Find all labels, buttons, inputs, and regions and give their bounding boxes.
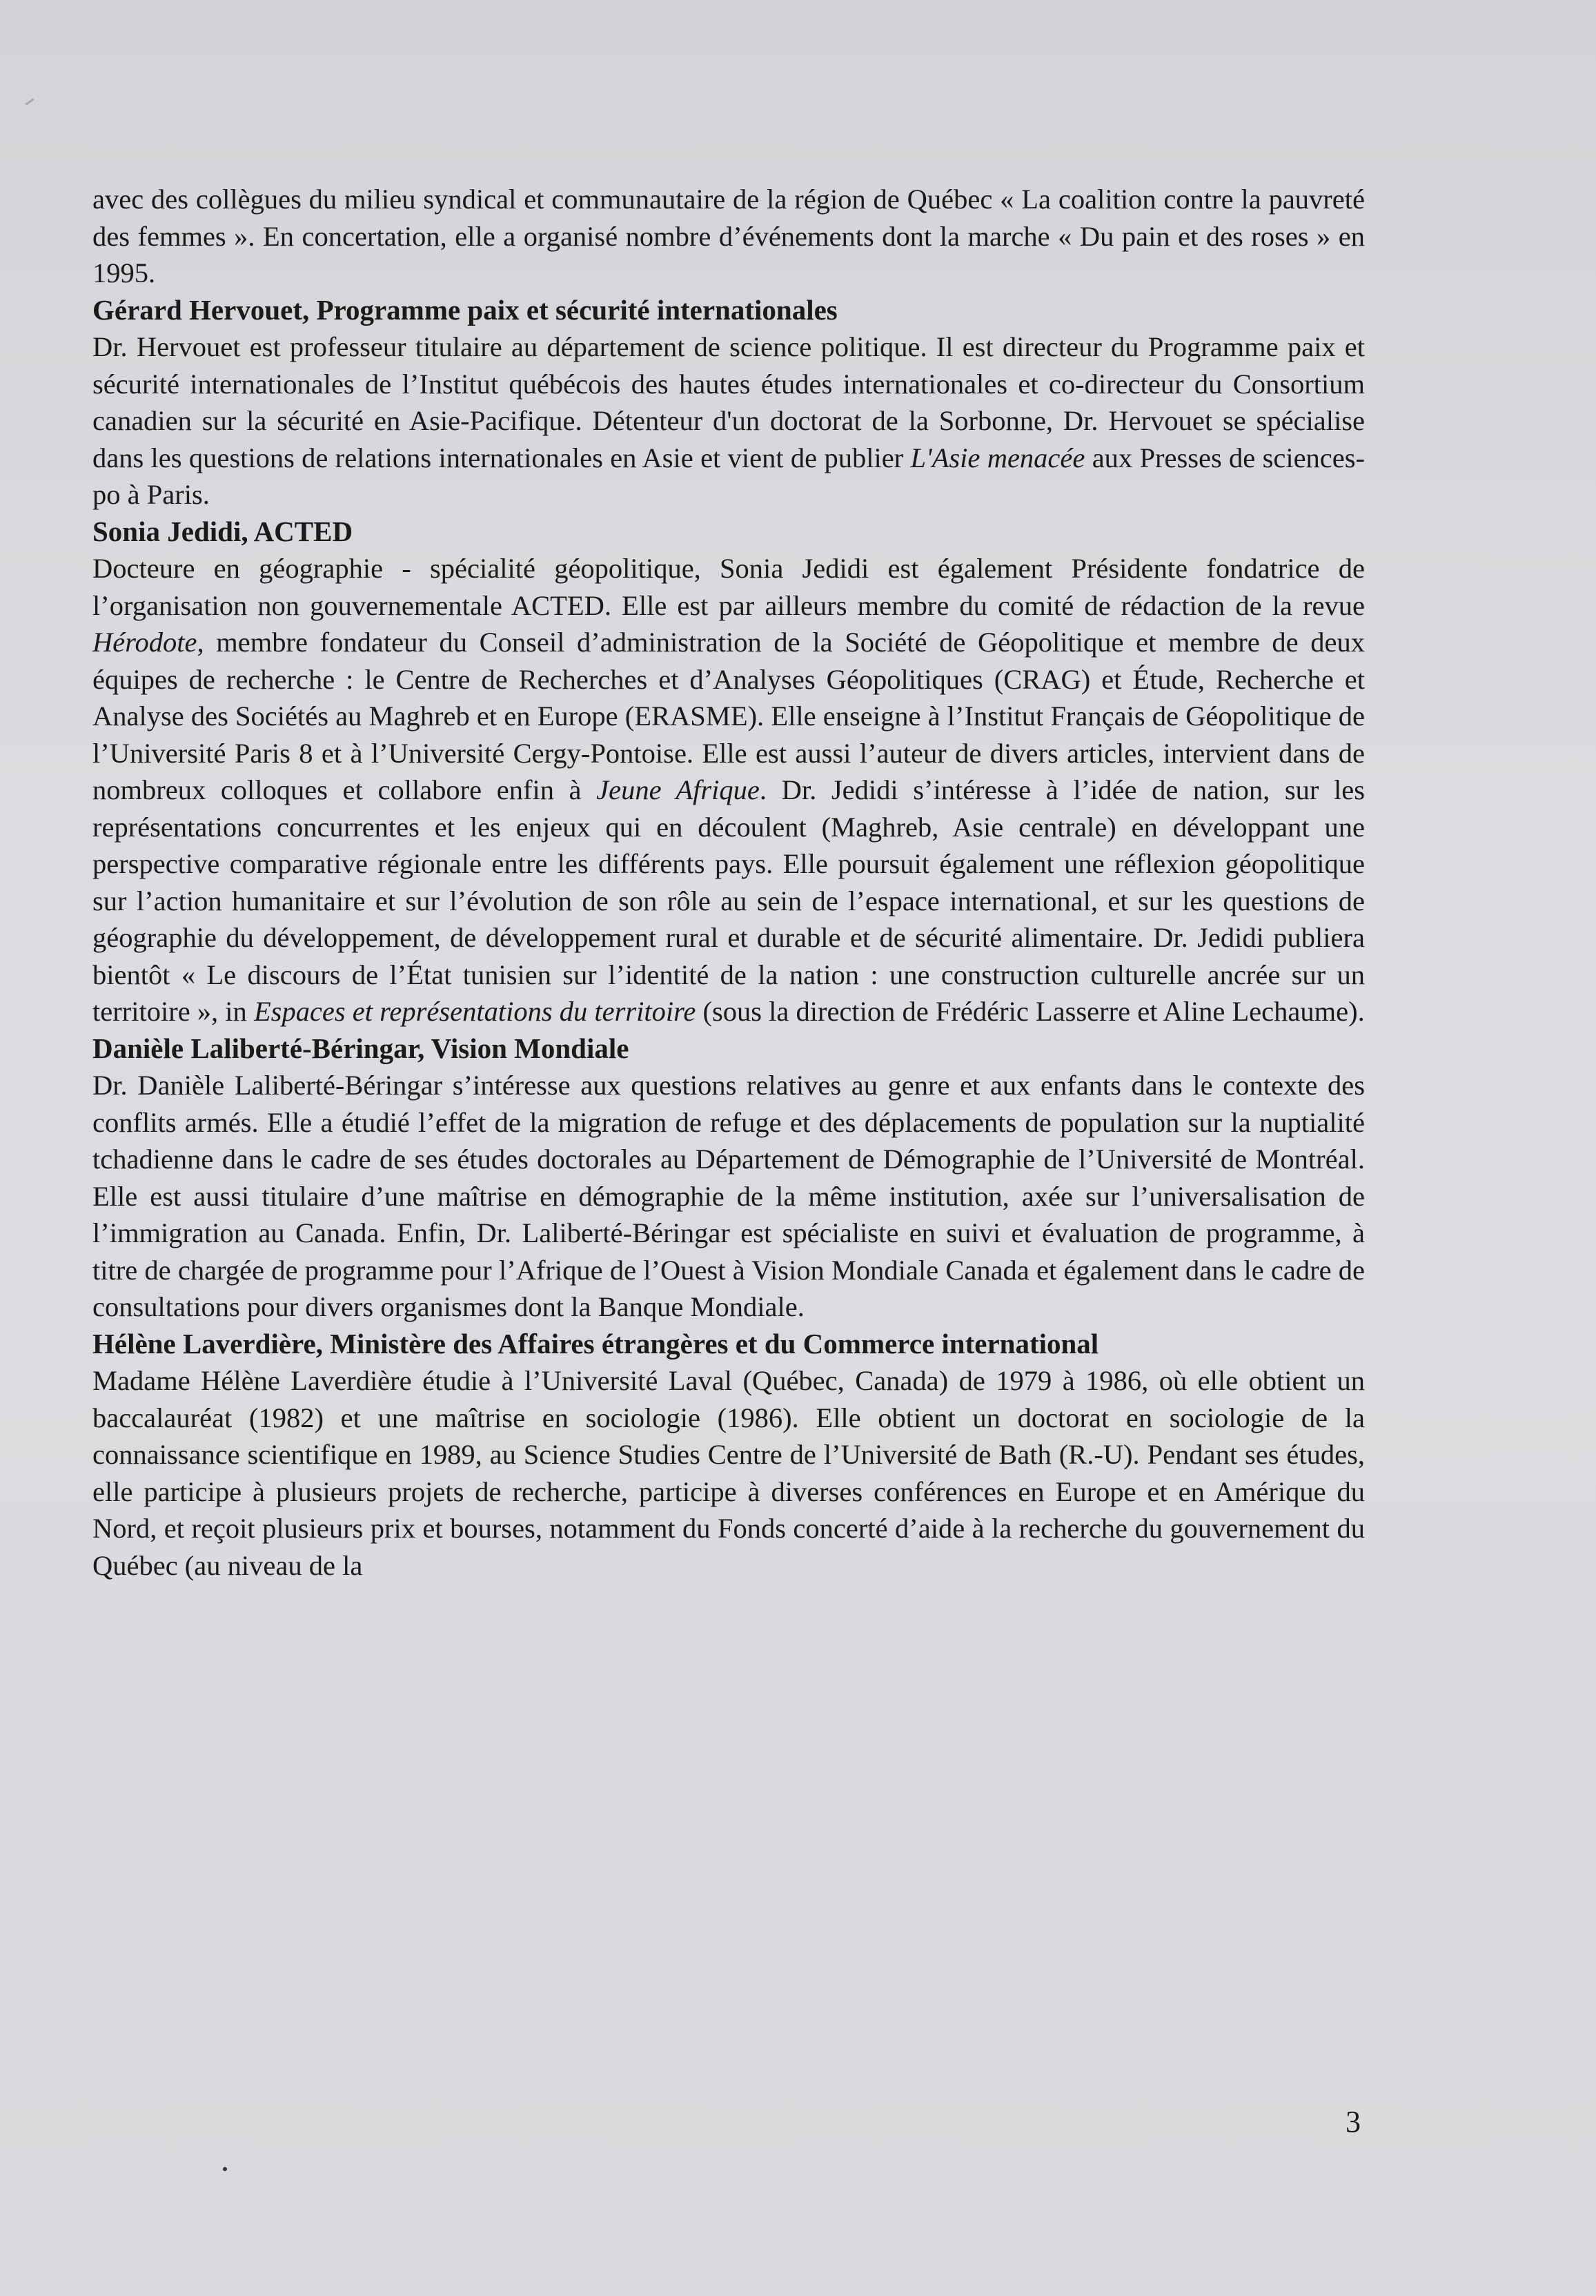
scan-mark (25, 98, 34, 105)
magazine-title: Jeune Afrique (596, 774, 760, 805)
section-paragraph-laverdiere: Madame Hélène Laverdière étudie à l’Université Laval (Québec, Canada) de 1979 à 1986, où elle obtient un baccalauréat (1982) et une maîtrise en sociologie (1986). Elle obtient un doctorat en sociologie de la connaissance scientifique en 1989, au Science Studies Centre de l’Université de Bath (R.-U). Pendant ses études, elle participe à plusieurs projets de recherche, participe à diverses conférences en Europe et en Amérique du Nord, et reçoit plusieurs prix et bourses, notamment du Fonds concerté d’aide à la recherche du gouvernement du Québec (au niveau de la (92, 1365, 1365, 1581)
section-heading-laverdiere: Hélène Laverdière, Ministère des Affaires étrangères et du Commerce international (92, 1327, 1099, 1360)
text-run: (sous la direction de Frédéric Lasserre et Aline Lechaume). (696, 996, 1365, 1027)
page-number: 3 (1346, 2105, 1361, 2139)
text-run: aux Presses de sciences-po à Paris. (92, 442, 1365, 510)
section-paragraph-jedidi (92, 550, 1365, 1030)
text-run: Dr. Hervouet est professeur titulaire au département de science politique. Il est directeur du Programme paix et sécurité internationales de l’Institut québécois des hautes études internationales et co-directeur du Consortium canadien sur la sécurité en Asie-Pacifique. Détenteur d'un doctorat de la Sorbonne, Dr. Hervouet se spécialise dans les questions de relations internationales en Asie et vient de publier (92, 331, 1365, 473)
section-heading-laliberte: Danièle Laliberté-Béringar, Vision Mondiale (92, 1032, 629, 1064)
intro-paragraph: avec des collègues du milieu syndical et communautaire de la région de Québec « La coalition contre la pauvreté des femmes ». En concertation, elle a organisé nombre d’événements dont la marche « Du pain et des roses » en 1995. (92, 184, 1365, 288)
text-run: Docteure en géographie - spécialité géopolitique, Sonia Jedidi est également Présidente fondatrice de l’organisation non gouvernementale ACTED. Elle est par ailleurs membre du comité de rédaction de la revue (92, 553, 1365, 621)
section-paragraph-hervouet (92, 328, 1365, 513)
text-run: . Dr. Jedidi s’intéresse à l’idée de nation, sur les représentations concurrentes et les enjeux qui en découlent (Maghreb, Asie centrale) en développant une perspective comparative régionale entre les différents pays. Elle poursuit également une réflexion géopolitique sur l’action humanitaire et sur l’évolution de son rôle au sein de l’espace international, et sur les questions de géographie du développement, de développement rural et durable et de sécurité alimentaire. Dr. Jedidi publiera bientôt « Le discours de l’État tunisien sur l’identité de la nation : une construction culturelle ancrée sur un territoire », in (92, 774, 1365, 1027)
journal-title: Hérodote (92, 627, 197, 658)
book-title: L'Asie menacée (910, 442, 1085, 473)
section-heading-jedidi: Sonia Jedidi, ACTED (92, 515, 353, 547)
section-heading-hervouet: Gérard Hervouet, Programme paix et sécurité internationales (92, 293, 838, 326)
document-body (92, 181, 1365, 1584)
section-paragraph-laliberte: Dr. Danièle Laliberté-Béringar s’intéresse aux questions relatives au genre et aux enfants dans le contexte des conflits armés. Elle a étudié l’effet de la migration de refuge et des déplacements de population sur la nuptialité tchadienne dans le cadre de ses études doctorales au Département de Démographie de l’Université de Montréal. Elle est aussi titulaire d’une maîtrise en démographie de la même institution, axée sur l’universalisation de l’immigration au Canada. Enfin, Dr. Laliberté-Béringar est spécialiste en suivi et évaluation de programme, à titre de chargée de programme pour l’Afrique de l’Ouest à Vision Mondiale Canada et également dans le cadre de consultations pour divers organismes dont la Banque Mondiale. (92, 1070, 1365, 1322)
scan-artifact-dot (223, 2167, 227, 2171)
book-title: Espaces et représentations du territoire (253, 996, 696, 1027)
text-run: , membre fondateur du Conseil d’administration de la Société de Géopolitique et membre de deux équipes de recherche : le Centre de Recherches et d’Analyses Géopolitiques (CRAG) et Étude, Recherche et Analyse des Sociétés au Maghreb et en Europe (ERASME). Elle enseigne à l’Institut Français de Géopolitique de l’Université Paris 8 et à l’Université Cergy-Pontoise. Elle est aussi l’auteur de divers articles, intervient dans de nombreux colloques et collabore enfin à (92, 627, 1365, 805)
